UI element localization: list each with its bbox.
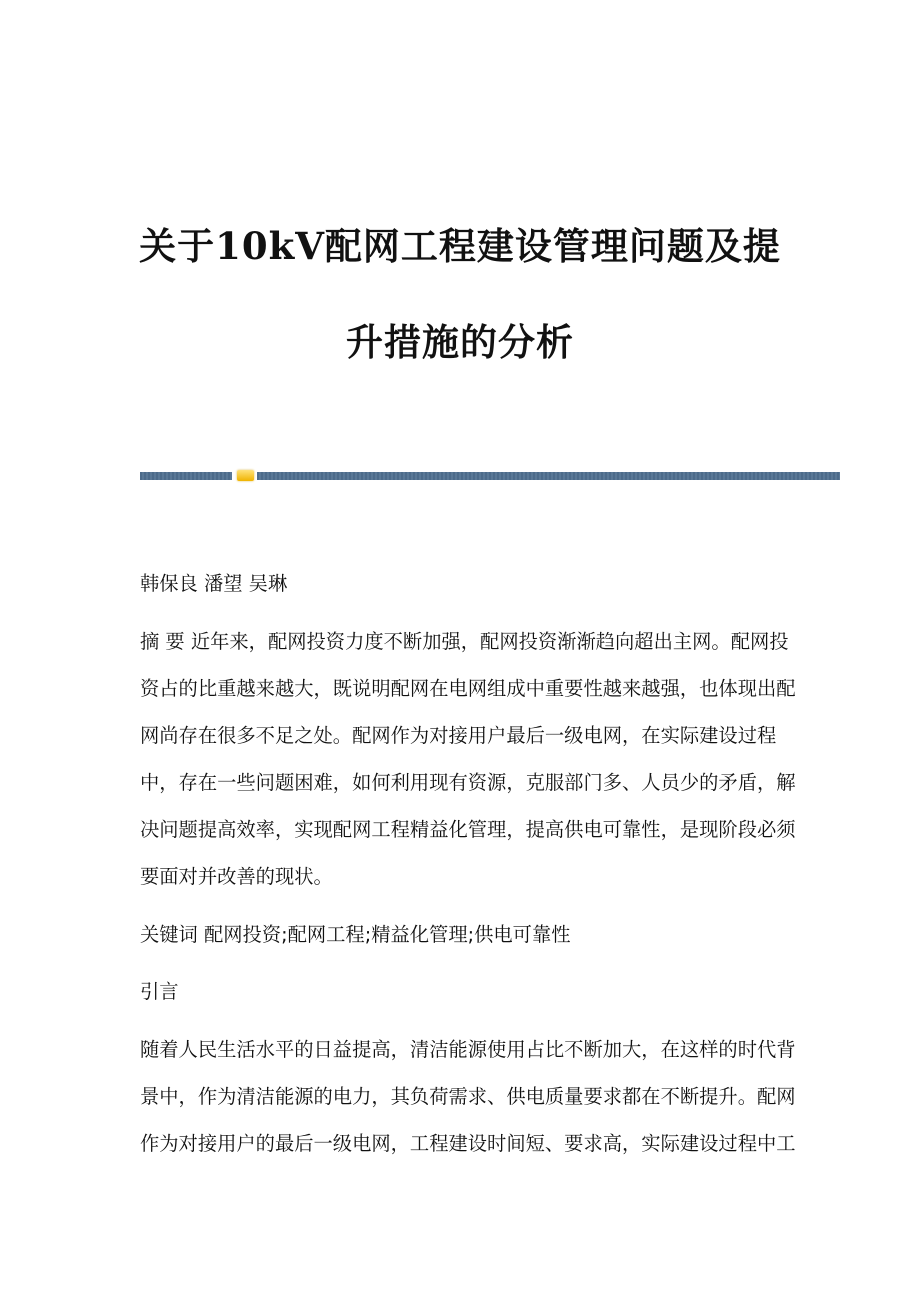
intro-line: 随着人民生活水平的日益提高，清洁能源使用占比不断加大，在这样的时代背 — [140, 1038, 796, 1061]
abstract-line: 网尚存在很多不足之处。配网作为对接用户最后一级电网，在实际建设过程 — [140, 724, 777, 747]
abstract-line: 决问题提高效率，实现配网工程精益化管理，提高供电可靠性，是现阶段必须 — [140, 818, 796, 841]
intro-heading: 引言 — [140, 980, 179, 1003]
divider-ornament-icon — [237, 470, 254, 481]
intro-line: 景中，作为清洁能源的电力，其负荷需求、供电质量要求都在不断提升。配网 — [140, 1085, 796, 1108]
abstract-line: 资占的比重越来越大，既说明配网在电网组成中重要性越来越强，也体现出配 — [140, 677, 796, 700]
abstract-line: 中，存在一些问题困难，如何利用现有资源，克服部门多、人员少的矛盾，解 — [140, 771, 796, 794]
authors: 韩保良 潘望 吴琳 — [140, 572, 288, 595]
intro-line: 作为对接用户的最后一级电网，工程建设时间短、要求高，实际建设过程中工 — [140, 1132, 796, 1155]
divider-left — [140, 472, 232, 480]
divider-right — [257, 472, 840, 480]
document-title-line-2: 升措施的分析 — [346, 320, 574, 364]
abstract-line: 摘 要 近年来，配网投资力度不断加强，配网投资渐渐趋向超出主网。配网投 — [140, 630, 789, 653]
document-title-line-1: 关于10kV配网工程建设管理问题及提 — [139, 224, 781, 268]
abstract-line: 要面对并改善的现状。 — [140, 865, 333, 888]
keywords: 关键词 配网投资;配网工程;精益化管理;供电可靠性 — [140, 923, 571, 946]
